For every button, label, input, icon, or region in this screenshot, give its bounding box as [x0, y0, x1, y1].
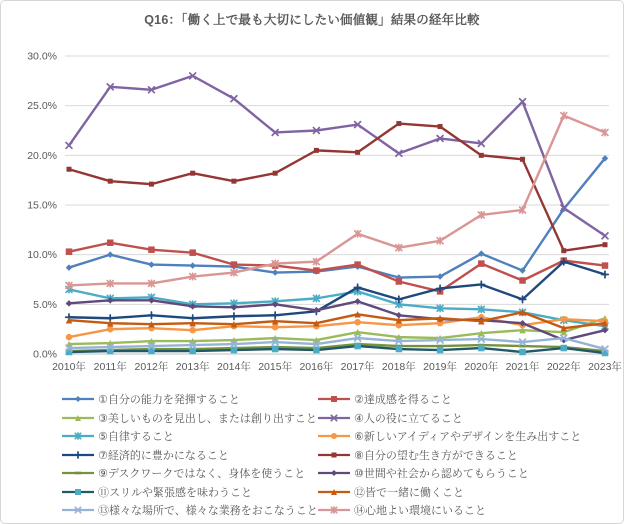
- y-tick-label: 20.0%: [27, 149, 57, 162]
- data-point-diamond-marker: [189, 262, 196, 269]
- data-point-diamond-marker: [272, 269, 279, 276]
- data-point-square-marker: [149, 182, 154, 187]
- legend-item-1: [61, 391, 317, 407]
- data-point-square-marker: [561, 345, 568, 352]
- legend-sample-square-icon: [317, 393, 351, 405]
- legend-sample-x-icon: [317, 412, 351, 424]
- legend-item-2: [317, 391, 581, 407]
- legend-label: ⑤自律すること: [98, 431, 174, 444]
- legend-item-13: [61, 502, 317, 518]
- legend-label: ⑩世間や社会から認めてもらうこと: [354, 468, 529, 481]
- y-tick-label: 5.0%: [33, 298, 57, 311]
- data-point-square-marker: [520, 157, 525, 162]
- legend-item-6: [317, 428, 581, 444]
- legend-label: ③美しいものを見出し、または創り出すこと: [98, 412, 317, 425]
- data-point-square-marker: [272, 346, 279, 353]
- legend-item-10: [317, 465, 581, 481]
- data-point-square-marker: [519, 349, 526, 356]
- legend-label: ④人の役に立てること: [354, 412, 463, 425]
- legend-sample-circle-icon: [317, 430, 351, 442]
- legend-sample-diamond-icon: [317, 467, 351, 479]
- data-point-square-marker: [189, 348, 196, 355]
- data-point-diamond-marker: [107, 251, 114, 257]
- legend-item-4: [317, 410, 581, 426]
- data-point-diamond-marker: [66, 264, 73, 271]
- legend-sample-triangle-icon: [61, 412, 95, 424]
- data-point-square-marker: [313, 347, 320, 354]
- y-tick-label: 30.0%: [27, 50, 57, 63]
- legend-item-8: [317, 447, 581, 463]
- data-point-square-marker: [148, 246, 155, 253]
- x-tick-label: 2016年: [299, 361, 334, 373]
- data-point-circle-marker: [272, 324, 279, 331]
- x-tick-label: 2012年: [134, 361, 169, 373]
- legend-label: ⑦経済的に豊かになること: [98, 449, 229, 462]
- data-point-square-marker: [67, 167, 72, 172]
- x-tick-label: 2010年: [52, 361, 86, 373]
- y-tick-label: 0.0%: [33, 348, 57, 361]
- x-axis-labels: [52, 360, 622, 373]
- legend-label: ⑪スリルや緊張感を味わうこと: [98, 486, 252, 499]
- data-point-square-marker: [561, 248, 566, 253]
- y-tick-label: 25.0%: [27, 100, 57, 113]
- x-tick-label: 2011年: [93, 361, 127, 373]
- legend-label: ①自分の能力を発揮すること: [98, 394, 240, 407]
- data-point-diamond-marker: [66, 300, 73, 307]
- y-tick-label: 10.0%: [27, 249, 57, 262]
- legend-label: ⑭心地よい環境にいること: [354, 505, 486, 518]
- data-point-square-marker: [396, 121, 401, 126]
- gridlines: [65, 56, 609, 354]
- legend-item-3: [61, 410, 317, 426]
- data-point-square-marker: [231, 179, 236, 184]
- legend-sample-diamond-icon: [61, 393, 95, 405]
- x-tick-label: 2020年: [464, 361, 499, 373]
- data-point-plus-marker: [478, 281, 485, 288]
- legend-label: ⑫皆で一緒に働くこと: [354, 486, 464, 499]
- data-point-circle-marker: [189, 327, 196, 334]
- legend-label: ②達成感を得ること: [354, 394, 452, 407]
- chart-legend: [61, 392, 581, 518]
- legend-sample-x-icon: [61, 504, 95, 516]
- data-point-square-marker: [189, 249, 196, 256]
- data-point-square-marker: [66, 248, 73, 255]
- data-point-square-marker: [354, 343, 361, 350]
- data-point-square-marker: [107, 239, 114, 246]
- legend-item-7: [61, 447, 317, 463]
- x-tick-label: 2013年: [175, 361, 210, 373]
- data-point-diamond-marker: [148, 261, 155, 268]
- x-tick-label: 2018年: [381, 361, 416, 373]
- legend-label: ⑥新しいアイディアやデザインを生み出すこと: [354, 431, 582, 444]
- data-point-square-marker: [478, 345, 485, 352]
- data-point-plus-marker: [231, 313, 238, 320]
- x-tick-label: 2021年: [505, 361, 540, 373]
- x-tick-label: 2015年: [258, 361, 293, 373]
- data-point-square-marker: [108, 179, 113, 184]
- data-point-square-marker: [314, 148, 319, 153]
- legend-item-12: [317, 484, 581, 500]
- data-point-square-marker: [273, 171, 278, 176]
- x-tick-label: 2014年: [216, 361, 251, 373]
- legend-sample-triangle-icon: [317, 486, 351, 498]
- data-point-square-marker: [437, 347, 444, 354]
- data-point-square-marker: [354, 261, 361, 268]
- x-tick-label: 2023年: [588, 361, 622, 373]
- data-point-square-marker: [190, 171, 195, 176]
- legend-item-11: [61, 484, 317, 500]
- legend-sample-plus-icon: [61, 449, 95, 461]
- y-axis-labels: [27, 51, 57, 361]
- data-point-circle-marker: [107, 326, 114, 333]
- legend-label: ⑬様々な場所で、様々な業務をおこなうこと: [98, 505, 318, 518]
- data-point-square-marker: [396, 346, 403, 353]
- data-point-plus-marker: [148, 312, 155, 319]
- x-tick-label: 2017年: [340, 361, 375, 373]
- x-tick-label: 2022年: [546, 361, 581, 373]
- data-point-square-marker: [603, 242, 608, 247]
- data-point-plus-marker: [272, 312, 279, 319]
- data-point-circle-marker: [66, 334, 73, 341]
- legend-sample-dash-icon: [61, 467, 95, 479]
- data-point-diamond-marker: [354, 298, 361, 305]
- data-point-square-marker: [438, 124, 443, 129]
- data-point-square-marker: [519, 277, 526, 284]
- data-point-square-marker: [396, 278, 403, 285]
- legend-item-14: [317, 502, 581, 518]
- data-point-square-marker: [602, 262, 609, 269]
- x-tick-label: 2019年: [423, 361, 458, 373]
- data-point-square-marker: [313, 267, 320, 274]
- legend-label: ⑨デスクワークではなく、身体を使うこと: [98, 468, 306, 481]
- data-point-square-marker: [479, 153, 484, 158]
- line-chart-plot: [1, 1, 624, 389]
- series-1-line: [66, 155, 609, 281]
- legend-sample-asterisk-icon: [317, 504, 351, 516]
- series-14-line: [66, 112, 608, 288]
- chart-title: Q16：「働く上で最も大切にしたい価値観」結果の経年比較: [144, 13, 480, 27]
- legend-sample-square-icon: [317, 449, 351, 461]
- data-point-square-marker: [355, 150, 360, 155]
- legend-label: ⑧自分の望む生き方ができること: [354, 449, 518, 462]
- data-point-square-marker: [231, 261, 238, 268]
- legend-item-5: [61, 428, 317, 444]
- data-point-plus-marker: [602, 271, 609, 278]
- y-tick-label: 15.0%: [27, 199, 57, 212]
- data-point-square-marker: [478, 260, 485, 267]
- legend-item-9: [61, 465, 317, 481]
- data-point-circle-marker: [561, 316, 568, 323]
- data-point-square-marker: [231, 347, 238, 354]
- legend-sample-square-icon: [61, 486, 95, 498]
- legend-sample-asterisk-icon: [61, 430, 95, 442]
- data-point-circle-marker: [354, 319, 361, 326]
- series-8-line: [67, 121, 608, 253]
